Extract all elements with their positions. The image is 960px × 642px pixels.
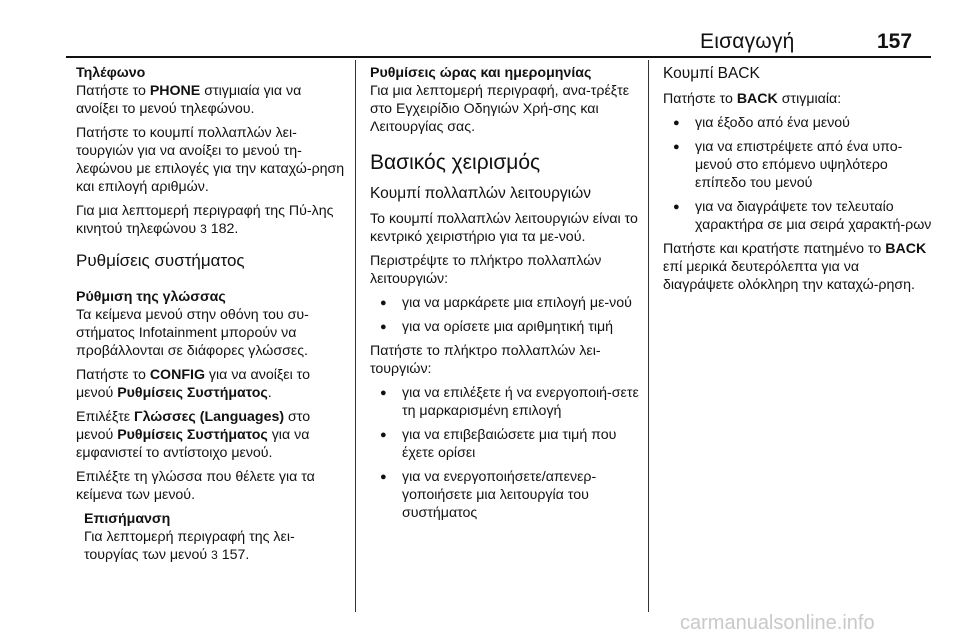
note-box	[76, 510, 346, 564]
text: στο μενού	[76, 409, 311, 443]
back-list	[663, 114, 933, 234]
page-reference-icon: 3	[200, 222, 207, 236]
menu-item-name: Γλώσσες (Languages)	[134, 409, 285, 425]
watermark: carmanualsonline.info	[680, 612, 875, 634]
text: στιγμιαία:	[777, 91, 842, 107]
text: για να ανοίξει το μενού	[76, 367, 310, 401]
text: Πατήστε το	[76, 367, 150, 383]
config-key-label: CONFIG	[149, 367, 205, 383]
language-paragraph-1: Τα κείμενα μενού στην οθόνη του συ-στήματος Infotainment μπορούν να προβάλλονται σε διάφορες γλώσσες.	[76, 307, 309, 359]
column-3	[663, 64, 933, 300]
back-paragraph-2	[663, 240, 933, 294]
text: Πατήστε το	[663, 91, 737, 107]
phone-heading: Τηλέφωνο	[76, 65, 146, 81]
back-key-label: BACK	[736, 91, 778, 107]
text: Πατήστε και κρατήστε πατημένο το	[663, 241, 886, 257]
rotate-list	[370, 294, 640, 336]
list-item: ● για να επιλέξετε ή να ενεργοποιή-σετε τη μαρκαρισμένη επιλογή	[370, 384, 640, 420]
list-item: ● για να διαγράψετε τον τελευταίο χαρακτήρα σε μια σειρά χαρακτή-ρων	[663, 198, 933, 234]
list-item: ● για να επιβεβαιώσετε μια τιμή που έχετε ορίσει	[370, 426, 640, 462]
back-button-heading: Κουμπί BACK	[663, 65, 760, 82]
language-heading: Ρύθμιση της γλώσσας	[76, 289, 226, 305]
menu-name: Ρυθμίσεις Συστήματος	[117, 385, 268, 401]
list-item: ● για να ορίσετε μια αριθμητική τιμή	[370, 318, 640, 336]
page-reference-icon: 3	[211, 548, 218, 562]
phone-paragraph-1	[76, 82, 346, 118]
text: Πατήστε το	[76, 83, 150, 99]
back-key-label: BACK	[885, 241, 927, 257]
page-section-title: Εισαγωγή	[700, 30, 795, 53]
list-item: ● για να επιστρέψετε από ένα υπο-μενού στο επόμενο υψηλότερο επίπεδο του μενού	[663, 138, 933, 192]
multifunction-heading: Κουμπί πολλαπλών λειτουργιών	[370, 185, 591, 202]
text: επί μερικά δευτερόλεπτα για να διαγράψετε ολόκληρη την καταχώ-ρηση.	[663, 259, 915, 293]
column-divider-2	[648, 60, 649, 612]
press-list	[370, 384, 640, 522]
multifunction-paragraph-2: Περιστρέψτε το πλήκτρο πολλαπλών λειτουργιών:	[370, 253, 602, 287]
multifunction-paragraph-1: Το κουμπί πολλαπλών λειτουργιών είναι το κεντρικό χειριστήριο για τα με-νού.	[370, 211, 638, 245]
text: Για μια λεπτομερή περιγραφή της Πύ-λης κινητού τηλεφώνου	[76, 203, 334, 237]
text: .	[267, 385, 272, 401]
time-date-paragraph: Για μια λεπτομερή περιγραφή, ανα-τρέξτε στο Εγχειρίδιο Οδηγιών Χρή-σης και Λειτουργίας σας.	[370, 83, 630, 135]
language-paragraph-3	[76, 408, 346, 462]
text: Επιλέξτε	[76, 409, 135, 425]
language-paragraph-4: Επιλέξτε τη γλώσσα που θέλετε για τα κείμενα των μενού.	[76, 469, 315, 503]
basic-operation-heading: Βασικός χειρισμός	[370, 151, 541, 174]
language-paragraph-2	[76, 366, 346, 402]
header-divider	[66, 56, 931, 58]
time-date-heading: Ρυθμίσεις ώρας και ημερομηνίας	[370, 65, 592, 81]
column-divider-1	[355, 60, 356, 612]
phone-key-label: PHONE	[149, 83, 201, 99]
page-reference: 182.	[206, 221, 239, 237]
list-item: ● για έξοδο από ένα μενού	[663, 114, 933, 132]
phone-paragraph-2: Πατήστε το κουμπί πολλαπλών λει-τουργιών για να ανοίξει το μενού τη-λεφώνου με επιλογές για την καταχώ-ρηση και επιλογή αριθμών.	[76, 125, 345, 195]
column-1	[76, 64, 346, 570]
system-settings-heading: Ρυθμίσεις συστήματος	[76, 251, 245, 270]
column-2	[370, 64, 640, 528]
multifunction-paragraph-3: Πατήστε το πλήκτρο πολλαπλών λει-τουργιών:	[370, 343, 601, 377]
menu-name: Ρυθμίσεις Συστήματος	[117, 427, 268, 443]
list-item: ● για να μαρκάρετε μια επιλογή με-νού	[370, 294, 640, 312]
text: στιγμιαία για να ανοίξει το μενού τηλεφώνου.	[76, 83, 302, 117]
text: για να εμφανιστεί το αντίστοιχο μενού.	[76, 427, 310, 461]
list-item: ● για να ενεργοποιήσετε/απενερ-γοποιήσετε μια λειτουργία του συστήματος	[370, 468, 640, 522]
back-paragraph-1	[663, 90, 933, 108]
note-title: Επισήμανση	[84, 511, 171, 527]
page-reference: 157.	[217, 547, 250, 563]
phone-paragraph-3	[76, 202, 346, 238]
note-text	[84, 528, 346, 564]
text: Για λεπτομερή περιγραφή της λει-τουργίας των μενού	[84, 529, 295, 563]
page-number: 157	[877, 30, 913, 53]
